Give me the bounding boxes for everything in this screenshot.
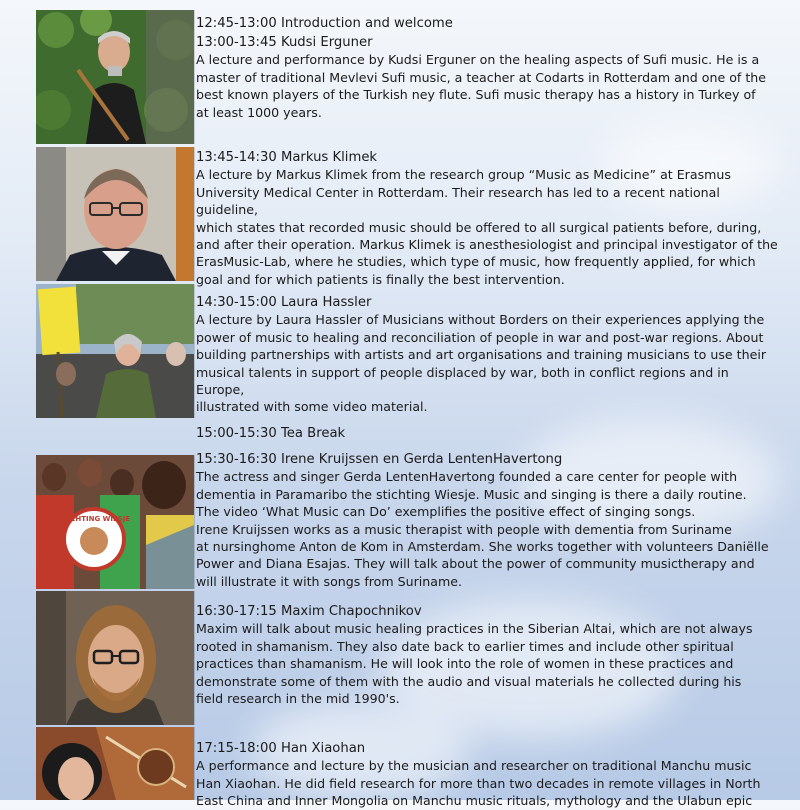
description-line: ErasMusic-Lab, where he studies, which type of music, how frequently applied, for which xyxy=(196,254,756,270)
description-line: University Medical Center in Rotterdam. Their research has led to a recent national guideline, xyxy=(196,184,720,218)
photo-markus-klimek xyxy=(36,147,195,281)
session-kudsi-erguner xyxy=(196,34,780,121)
description-line: field research in the mid 1990's. xyxy=(196,691,400,707)
session-time: 17:15-18:00 Han Xiaohan xyxy=(196,741,366,756)
description-line: The video ‘What Music can Do’ exemplifies the positive effect of singing songs. xyxy=(196,504,696,520)
description-line: A lecture and performance by Kudsi Erguner on the healing aspects of Sufi music. He is a xyxy=(196,52,760,68)
description-line: practices than shamanism. He will look into the role of women in these practices and xyxy=(196,656,734,672)
description-line: Power and Diana Esajas. They will talk about the power of community musictherapy and xyxy=(196,556,755,572)
description-line: building partnerships with artists and art organisations and training musicians to use their xyxy=(196,347,767,363)
session-time: 15:30-16:30 Irene Kruijssen en Gerda LentenHavertong xyxy=(196,452,563,467)
photo-kudsi-erguner xyxy=(36,10,195,144)
description-line: power of music to healing and reconciliation of people in war and post-war regions. About xyxy=(196,329,764,345)
description-line: goal and for which patients is finally the best intervention. xyxy=(196,271,565,287)
description-line: master of traditional Mevlevi Sufi music, a teacher at Codarts in Rotterdam and one of the xyxy=(196,69,767,85)
description-line: dementia in Paramaribo the stichting Wiesje. Music and singing is there a daily routine. xyxy=(196,486,747,502)
session-time: 14:30-15:00 Laura Hassler xyxy=(196,295,372,310)
description-line: The actress and singer Gerda LentenHavertong founded a care center for people with xyxy=(196,469,738,485)
session-markus-klimek xyxy=(196,149,780,288)
description-line: A lecture by Laura Hassler of Musicians without Borders on their experiences applying the xyxy=(196,312,765,328)
description-line: Han Xiaohan. He did field research for more than two decades in remote villages in North xyxy=(196,775,761,791)
description-line: Maxim will talk about music healing practices in the Siberian Altai, which are not always xyxy=(196,621,753,637)
description-line: at nursinghome Anton de Kom in Amsterdam. She works together with volunteers Daniëlle xyxy=(196,539,769,555)
description-line: musical talents in support of people displaced by war, both in conflict regions and in Europe, xyxy=(196,364,729,398)
description-line: illustrated with some video material. xyxy=(196,399,428,415)
placard-text: STICHTING WIESJE xyxy=(57,515,131,523)
session-irene-gerda xyxy=(196,451,780,590)
session-maxim-chapochnikov xyxy=(196,603,780,707)
description-line: Irene Kruijssen works as a music therapist with people with dementia from Suriname xyxy=(196,521,732,537)
description-line: rooted in shamanism. They also date back to earlier times and include other spiritual xyxy=(196,638,734,654)
session-time: 13:45-14:30 Markus Klimek xyxy=(196,150,378,165)
description-line: A performance and lecture by the musician and researcher on traditional Manchu music xyxy=(196,758,752,774)
photo-irene-gerda xyxy=(36,455,195,589)
description-line: A lecture by Markus Klimek from the research group “Music as Medicine” at Erasmus xyxy=(196,167,731,183)
session-time: 13:00-13:45 Kudsi Erguner xyxy=(196,35,373,50)
description-line: will illustrate it with songs from Suriname. xyxy=(196,573,463,589)
description-line: East China and Inner Mongolia on Manchu music rituals, mythology and the Ulabun epic xyxy=(196,793,753,809)
session-tea-break: 15:00-15:30 Tea Break xyxy=(196,426,346,441)
description-line: best known players of the Turkish ney flute. Sufi music therapy has a history in Turkey of xyxy=(196,87,756,103)
description-line: demonstrate some of them with the audio and visual materials he collected during his xyxy=(196,673,742,689)
description-line: and after their operation. Markus Klimek is anesthesiologist and principal investigator of the xyxy=(196,237,778,253)
photo-han-xiaohan xyxy=(36,727,195,800)
description-line: at least 1000 years. xyxy=(196,104,322,120)
session-han-xiaohan xyxy=(196,740,780,810)
session-laura-hassler xyxy=(196,294,780,416)
description-line: which states that recorded music should be offered to all surgical patients before, during, xyxy=(196,219,762,235)
session-time: 12:45-13:00 Introduction and welcome xyxy=(196,16,453,31)
session-time: 16:30-17:15 Maxim Chapochnikov xyxy=(196,604,422,619)
session-intro xyxy=(196,15,780,32)
photo-laura-hassler xyxy=(36,284,195,418)
photo-maxim-chapochnikov xyxy=(36,591,195,725)
